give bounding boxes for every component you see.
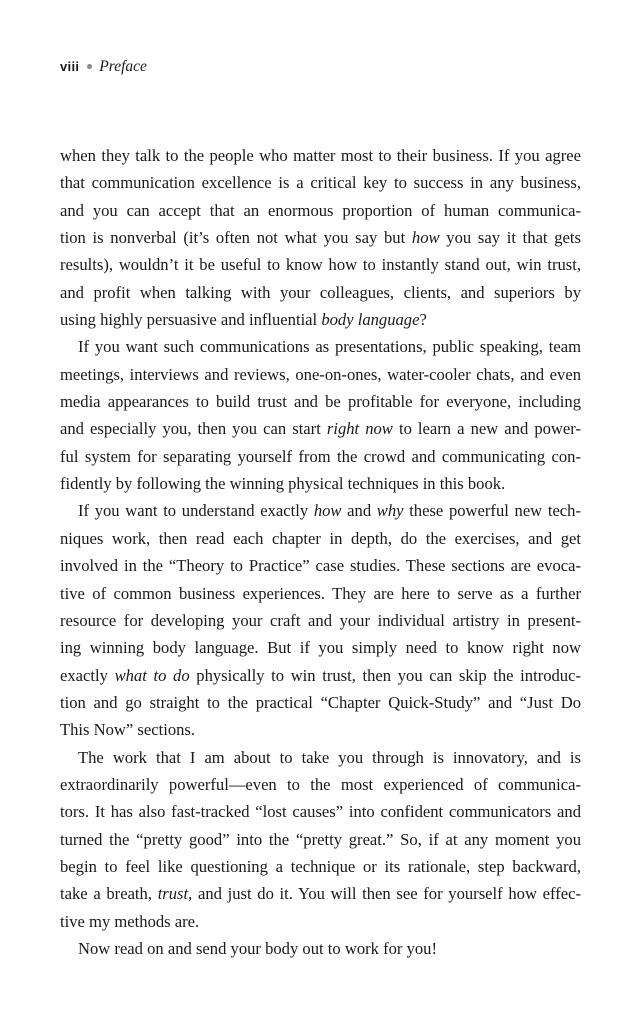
text-run: ?: [419, 310, 427, 330]
text-run: tive of common business experiences. They are here to serve as a further: [60, 583, 581, 603]
paragraph: [60, 497, 581, 743]
text-line: [60, 142, 581, 169]
text-line: [60, 853, 581, 880]
text-line: [60, 716, 581, 743]
bullet-separator-icon: [87, 64, 92, 69]
emphasis-text: right now: [326, 419, 393, 439]
text-run: involved in the “Theory to Practice” case studies. These sections are evoca-: [60, 556, 581, 576]
text-run: to learn a new and power-: [392, 419, 582, 439]
text-run: using highly persuasive and influential: [60, 310, 322, 330]
text-run: ful system for separating yourself from the crowd and communicating con-: [60, 446, 581, 466]
text-run: you say it that gets: [439, 228, 581, 248]
text-run: , and just do it. You will then see for yourself how effec-: [188, 884, 581, 904]
text-line: [60, 689, 581, 716]
text-line: [60, 525, 581, 552]
text-line: [60, 798, 581, 825]
text-run: tive my methods are.: [60, 911, 200, 931]
text-run: results), wouldn’t it be useful to know how to instantly stand out, win trust,: [60, 255, 581, 275]
text-run: This Now” sections.: [60, 720, 196, 740]
text-line: [60, 580, 581, 607]
text-line: [60, 443, 581, 470]
text-run: tion is nonverbal (it’s often not what you say but: [60, 228, 412, 248]
emphasis-text: why: [376, 501, 404, 521]
text-run: physically to win trust, then you can skip the introduc-: [189, 665, 581, 685]
text-run: niques work, then read each chapter in depth, do the exercises, and get: [60, 528, 581, 548]
text-line: [60, 880, 581, 907]
text-run: these powerful new tech-: [403, 501, 581, 521]
page-number: viii: [60, 59, 80, 74]
text-line: [60, 552, 581, 579]
text-line: [60, 634, 581, 661]
text-run: that communication excellence is a critical key to success in any business,: [60, 173, 581, 193]
text-line: [60, 251, 581, 278]
emphasis-text: what to do: [114, 665, 190, 685]
emphasis-text: trust: [157, 884, 189, 904]
body-text: [60, 142, 581, 962]
text-line: [60, 744, 581, 771]
text-line: [60, 306, 581, 333]
text-run: take a breath,: [60, 884, 158, 904]
text-line: [60, 388, 581, 415]
paragraph: [60, 333, 581, 497]
text-run: If you want such communications as presentations, public speaking, team: [78, 337, 581, 357]
text-line: [60, 415, 581, 442]
text-run: tors. It has also fast-tracked “lost causes” into confident communicators and: [60, 802, 581, 822]
text-run: meetings, interviews and reviews, one-on-ones, water-cooler chats, and even: [60, 364, 581, 384]
text-run: If you want to understand exactly: [78, 501, 314, 521]
text-run: and you can accept that an enormous proportion of human communica-: [60, 200, 581, 220]
text-line: [60, 908, 581, 935]
text-run: and especially you, then you can start: [60, 419, 327, 439]
text-run: media appearances to build trust and be profitable for everyone, including: [60, 392, 581, 412]
paragraph: [60, 142, 581, 333]
text-run: and profit when talking with your colleagues, clients, and superiors by: [60, 282, 581, 302]
text-line: [60, 279, 581, 306]
text-run: ing winning body language. But if you simply need to know right now: [60, 638, 581, 658]
text-line: [60, 607, 581, 634]
text-line: [60, 224, 581, 251]
text-run: turned the “pretty good” into the “pretty great.” So, if at any moment you: [60, 829, 581, 849]
text-line: [60, 169, 581, 196]
text-run: and: [341, 501, 377, 521]
text-line: [60, 361, 581, 388]
paragraph: [60, 935, 581, 962]
text-line: [60, 826, 581, 853]
text-run: resource for developing your craft and your individual artistry in present-: [60, 610, 581, 630]
text-run: when they talk to the people who matter most to their business. If you agree: [60, 146, 581, 165]
running-head: [60, 57, 147, 77]
text-run: exactly: [60, 665, 115, 685]
text-run: begin to feel like questioning a technique or its rationale, step backward,: [60, 856, 581, 876]
text-run: The work that I am about to take you through is innovatory, and is: [78, 747, 581, 767]
text-line: [60, 197, 581, 224]
emphasis-text: body language: [321, 310, 420, 330]
text-line: [60, 662, 581, 689]
text-run: extraordinarily powerful—even to the most experienced of communica-: [60, 774, 581, 794]
text-line: [60, 333, 581, 360]
text-line: [60, 497, 581, 524]
text-run: tion and go straight to the practical “Chapter Quick-Study” and “Just Do: [60, 692, 581, 712]
text-line: [60, 470, 581, 497]
section-title: Preface: [99, 58, 147, 75]
text-run: fidently by following the winning physical techniques in this book.: [60, 474, 506, 494]
emphasis-text: how: [313, 501, 342, 521]
text-run: Now read on and send your body out to work for you!: [78, 938, 438, 958]
paragraph: [60, 744, 581, 935]
text-line: [60, 935, 581, 962]
emphasis-text: how: [411, 228, 440, 248]
text-line: [60, 771, 581, 798]
